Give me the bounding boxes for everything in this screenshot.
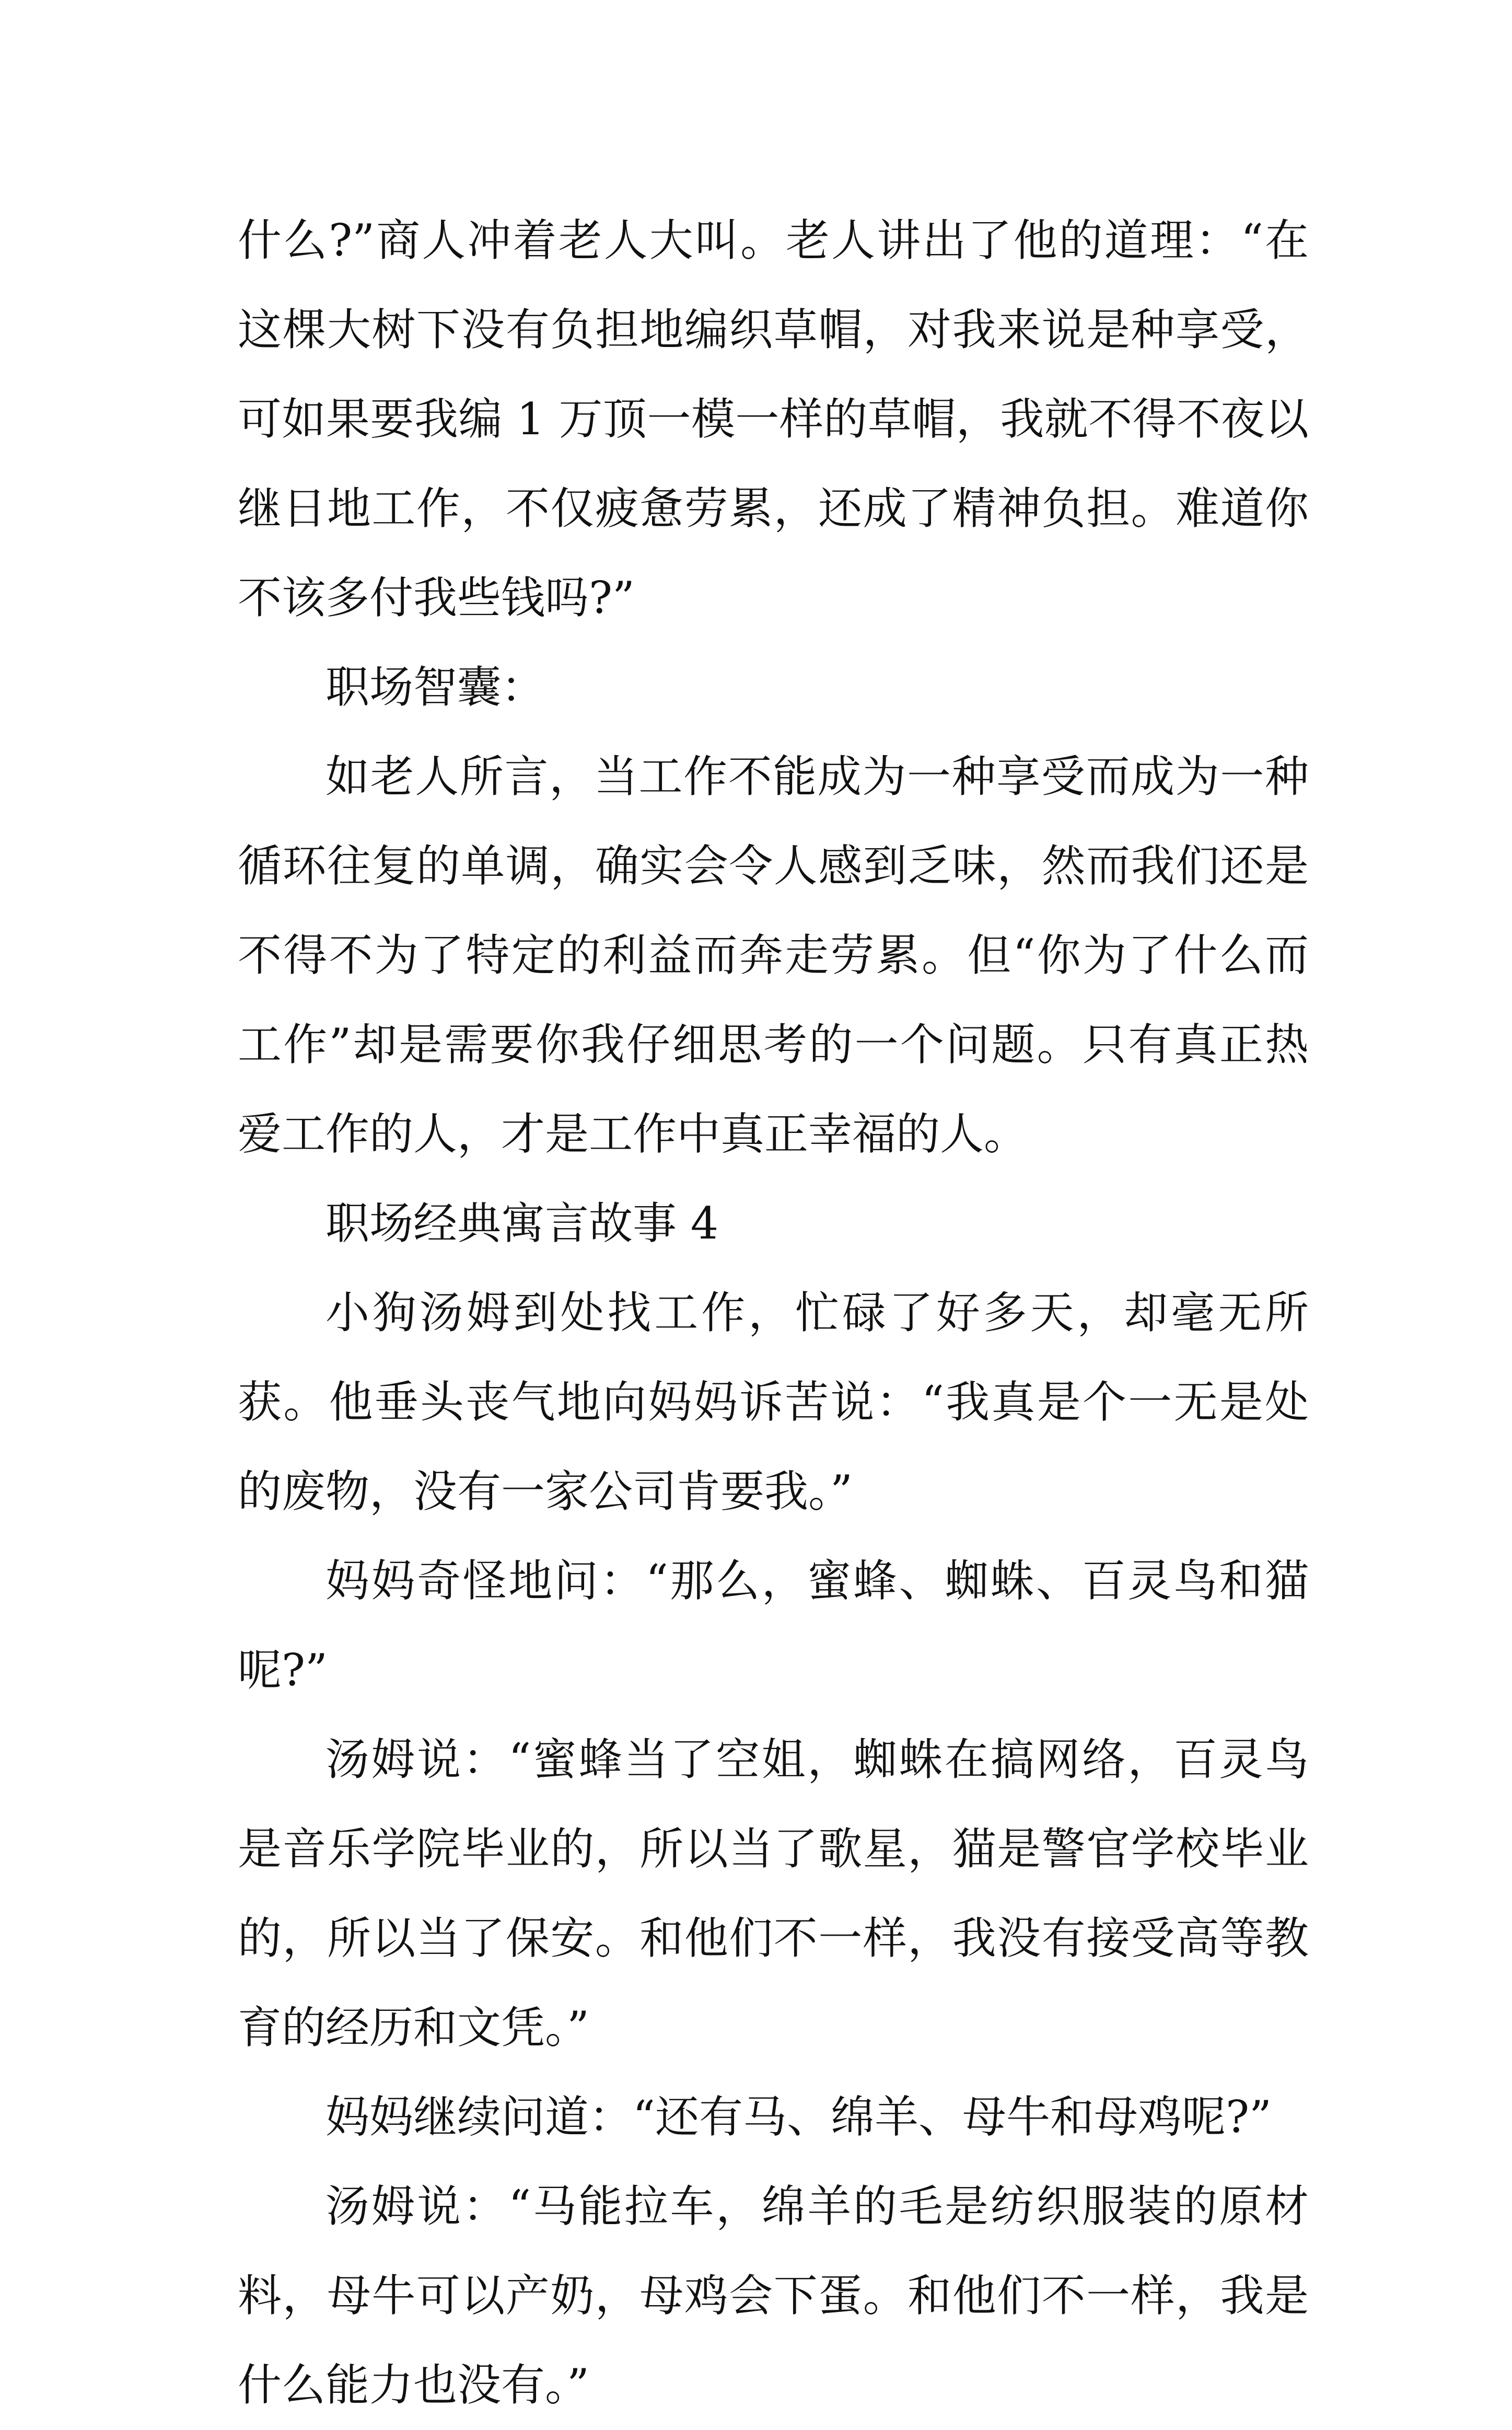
paragraph-tom-answer-1: 汤姆说：“蜜蜂当了空姐，蜘蛛在搞网络，百灵鸟是音乐学院毕业的，所以当了歌星，猫是警官学校毕业的，所以当了保安。和他们不一样，我没有接受高等教育的经历和文凭。” (238, 1734, 1309, 2053)
paragraph-mother-question-1: 妈妈奇怪地问：“那么，蜜蜂、蜘蛛、百灵鸟和猫呢?” (238, 1555, 1309, 1696)
paragraph-tom-job-search: 小狗汤姆到处找工作，忙碌了好多天，却毫无所获。他垂头丧气地向妈妈诉苦说：“我真是个一无是处的废物，没有一家公司肯要我。” (238, 1287, 1309, 1517)
document-body (238, 196, 1309, 2430)
heading-workplace-wisdom: 职场智囊： (325, 662, 545, 713)
paragraph-story-continuation: 什么?”商人冲着老人大叫。老人讲出了他的道理：“在这棵大树下没有负担地编织草帽，对我来说是种享受，可如果要我编 1 万顶一模一样的草帽，我就不得不夜以继日地工作，不仅疲惫劳累，还成了精神负担。难道你不该多付我些钱吗?” (238, 215, 1309, 623)
paragraph-wisdom: 如老人所言，当工作不能成为一种享受而成为一种循环往复的单调，确实会令人感到乏味，然而我们还是不得不为了特定的利益而奔走劳累。但“你为了什么而工作”却是需要你我仔细思考的一个问题。只有真正热爱工作的人，才是工作中真正幸福的人。 (238, 751, 1309, 1160)
heading-fable-4: 职场经典寓言故事 4 (325, 1198, 719, 1249)
paragraph-tom-answer-2: 汤姆说：“马能拉车，绵羊的毛是纺织服装的原材料，母牛可以产奶，母鸡会下蛋。和他们不一样，我是什么能力也没有。” (238, 2181, 1309, 2411)
paragraph-mother-question-2: 妈妈继续问道：“还有马、绵羊、母牛和母鸡呢?” (325, 2091, 1272, 2143)
